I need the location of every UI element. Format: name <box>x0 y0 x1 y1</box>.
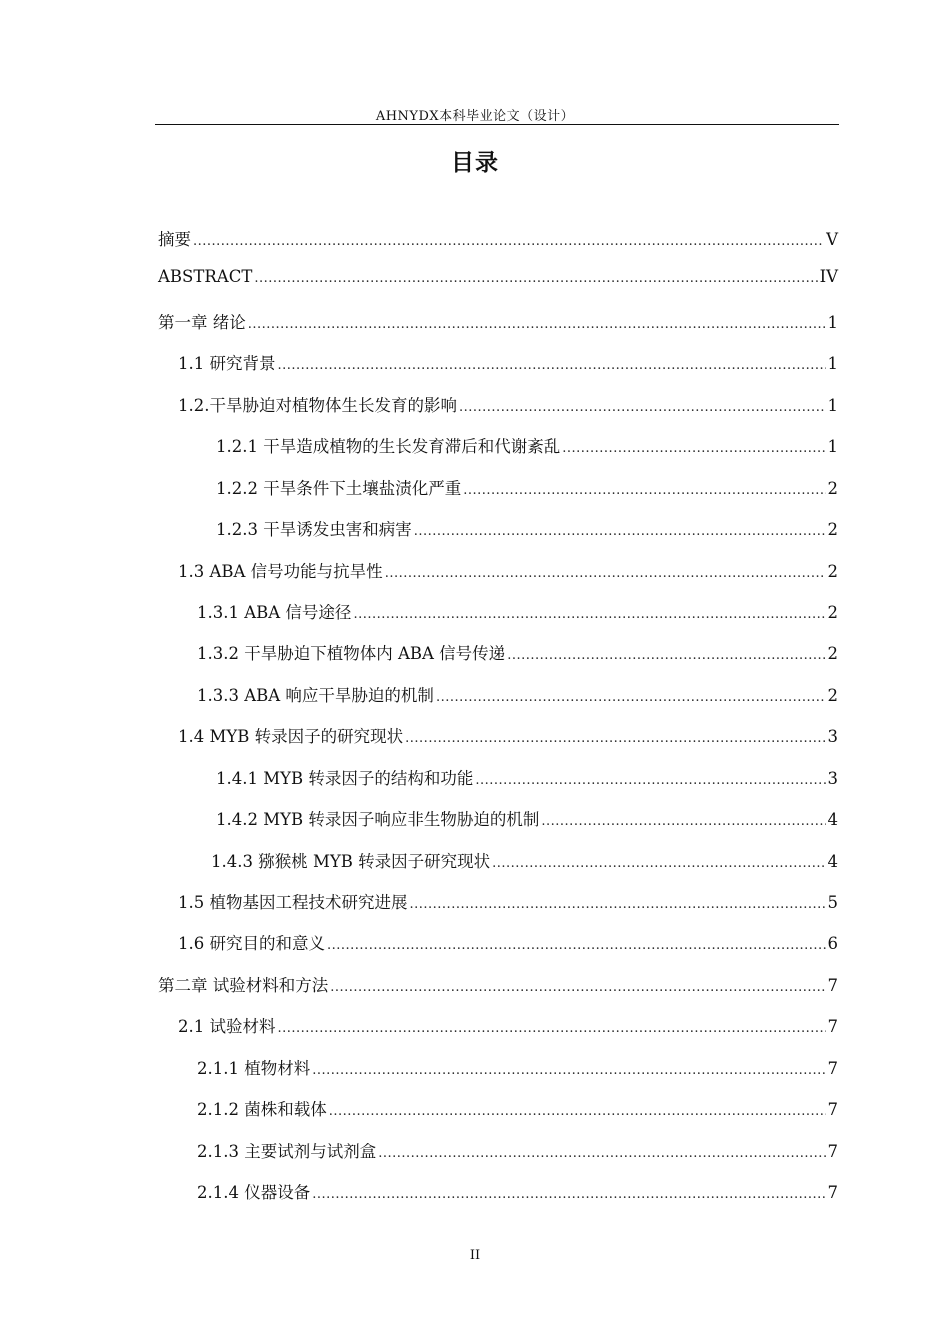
page-title: 目录 <box>451 150 499 176</box>
toc-page: IV <box>819 267 838 287</box>
toc-entry-1-2-3[interactable] <box>158 516 838 557</box>
toc-leader <box>254 271 817 286</box>
toc-label: ABSTRACT <box>158 267 253 287</box>
toc-entry-1-4-1[interactable] <box>158 765 838 806</box>
toc-entry-1-1[interactable] <box>158 350 838 391</box>
toc-page: 1 <box>827 395 838 415</box>
toc-page: 7 <box>827 975 838 995</box>
toc-label: 1.6 研究目的和意义 <box>178 934 325 954</box>
toc-label: 1.2.干旱胁迫对植物体生长发育的影响 <box>178 395 457 415</box>
toc-page: 7 <box>827 1100 838 1120</box>
toc-leader <box>327 938 826 953</box>
toc-leader <box>248 317 826 332</box>
toc-label: 2.1.2 菌株和载体 <box>197 1100 327 1120</box>
toc-page: 4 <box>827 851 838 871</box>
toc-entry-1-5[interactable] <box>158 889 838 930</box>
toc-entry-2-1-2[interactable] <box>158 1096 838 1137</box>
toc-page: 7 <box>827 1183 838 1203</box>
toc-entry-1-2-2[interactable] <box>158 475 838 516</box>
toc-entry-1-4[interactable] <box>158 723 838 764</box>
toc-entry-abstract-en[interactable] <box>158 267 838 308</box>
toc-page: 5 <box>827 893 838 912</box>
toc-label: 1.2.3 干旱诱发虫害和病害 <box>216 520 412 540</box>
toc-label: 1.4 MYB 转录因子的研究现状 <box>178 727 404 747</box>
toc-label: 1.3 ABA 信号功能与抗旱性 <box>178 561 383 581</box>
toc-entry-1-4-3[interactable] <box>158 848 838 889</box>
toc-leader <box>193 234 824 249</box>
toc-page: 6 <box>827 934 838 954</box>
toc-label: 1.4.2 MYB 转录因子响应非生物胁迫的机制 <box>216 810 540 830</box>
header-rule <box>155 124 839 125</box>
toc-leader <box>414 524 826 539</box>
toc-label: 1.4.3 猕猴桃 MYB 转录因子研究现状 <box>211 851 491 871</box>
toc-page: 2 <box>827 602 838 622</box>
toc-leader <box>405 731 825 746</box>
toc-leader <box>312 1063 825 1078</box>
toc-label: 第一章 绪论 <box>158 312 246 332</box>
toc-entry-2-1-3[interactable] <box>158 1138 838 1179</box>
toc-entry-1-2[interactable] <box>158 392 838 433</box>
toc-leader <box>459 400 826 415</box>
toc-label: 2.1.1 植物材料 <box>197 1058 311 1078</box>
toc-leader <box>410 897 826 912</box>
toc-leader <box>330 980 825 995</box>
toc-label: 1.3.1 ABA 信号途径 <box>197 602 352 622</box>
toc-page: 1 <box>827 354 838 374</box>
toc-entry-1-3[interactable] <box>158 558 838 599</box>
toc-label: 摘要 <box>158 230 191 249</box>
toc-leader <box>436 690 826 705</box>
toc-label: 2.1.3 主要试剂与试剂盒 <box>197 1141 377 1161</box>
toc-leader <box>507 648 825 663</box>
toc-leader <box>278 1021 826 1036</box>
toc-entry-1-4-2[interactable] <box>158 806 838 847</box>
toc-leader <box>385 566 826 581</box>
toc-leader <box>562 441 825 456</box>
toc-label: 2.1.4 仪器设备 <box>197 1183 311 1203</box>
toc-page: 2 <box>827 478 838 498</box>
toc-label: 1.2.1 干旱造成植物的生长发育滞后和代谢紊乱 <box>216 437 561 457</box>
toc-entry-1-3-1[interactable] <box>158 599 838 640</box>
toc-page: 1 <box>827 437 838 457</box>
toc-entry-1-2-1[interactable] <box>158 433 838 474</box>
toc-leader <box>278 358 826 373</box>
toc-entry-2-1-4[interactable] <box>158 1179 838 1220</box>
toc-leader <box>541 814 825 829</box>
toc-page: 3 <box>827 727 838 747</box>
toc-page: 3 <box>827 768 838 788</box>
toc-page: 7 <box>827 1141 838 1161</box>
toc-label: 2.1 试验材料 <box>178 1017 276 1037</box>
toc-leader <box>378 1146 825 1161</box>
toc-entry-chapter-2[interactable] <box>158 972 838 1013</box>
toc-leader <box>475 773 825 788</box>
toc-entry-abstract-cn[interactable] <box>158 226 838 267</box>
toc-leader <box>492 856 825 871</box>
toc-label: 1.4.1 MYB 转录因子的结构和功能 <box>216 768 474 788</box>
toc-page: 7 <box>827 1017 838 1037</box>
toc-page: 4 <box>827 810 838 830</box>
toc-leader <box>312 1187 825 1202</box>
running-header: AHNYDX本科毕业论文（设计） <box>375 109 575 124</box>
toc-page: 2 <box>827 685 838 705</box>
toc-label: 1.3.3 ABA 响应干旱胁迫的机制 <box>197 685 434 705</box>
toc-page: 7 <box>827 1058 838 1078</box>
toc-entry-2-1-1[interactable] <box>158 1055 838 1096</box>
toc-leader <box>329 1104 826 1119</box>
toc-entry-1-6[interactable] <box>158 930 838 971</box>
toc-label: 1.2.2 干旱条件下土壤盐渍化严重 <box>216 478 462 498</box>
toc-page: V <box>826 230 838 249</box>
toc-leader <box>353 607 825 622</box>
toc-label: 1.5 植物基因工程技术研究进展 <box>178 893 408 912</box>
toc-page: 2 <box>827 561 838 581</box>
toc-page: 1 <box>827 312 838 332</box>
toc-label: 第二章 试验材料和方法 <box>158 975 329 995</box>
table-of-contents <box>158 226 838 1221</box>
toc-entry-1-3-2[interactable] <box>158 640 838 681</box>
toc-leader <box>463 483 825 498</box>
toc-page: 2 <box>827 644 838 664</box>
toc-label: 1.3.2 干旱胁迫下植物体内 ABA 信号传递 <box>197 644 506 664</box>
toc-entry-chapter-1[interactable] <box>158 309 838 350</box>
toc-page: 2 <box>827 520 838 540</box>
page-number: II <box>469 1248 481 1263</box>
toc-label: 1.1 研究背景 <box>178 354 276 374</box>
toc-entry-1-3-3[interactable] <box>158 682 838 723</box>
toc-entry-2-1[interactable] <box>158 1013 838 1054</box>
